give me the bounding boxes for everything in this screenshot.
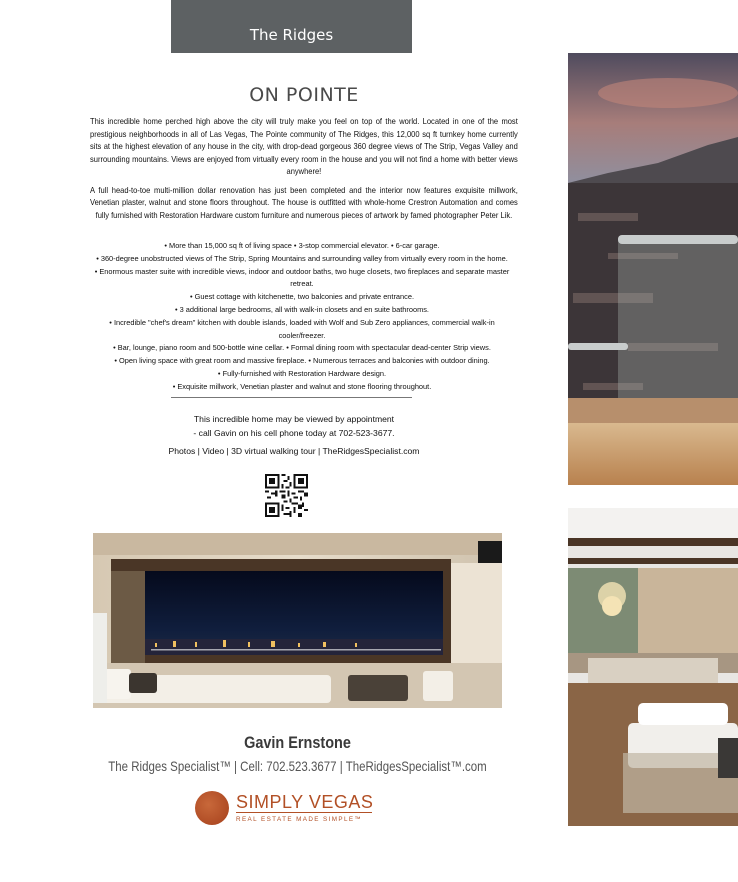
agent-contact-details: The Ridges Specialist™ | Cell: 702.523.3677 | TheRidgesSpecialist™.com <box>108 758 487 774</box>
appointment-line-2: - call Gavin on his cell phone today at 702-523-3677. <box>193 427 395 438</box>
description-paragraph-2: A full head-to-toe multi-million dollar renovation has just been completed and the interior now features exquisite millwork, Venetian plaster, walnut and stone floors throughout. The house is outfitted with whole-home Crestron Automation and comes fully furnished with Restoration Hardware custom furniture and numerous pieces of artwork by famed photographer Peter Lik. <box>90 185 518 220</box>
kitchen-interior-photo <box>568 508 738 826</box>
feature-list <box>88 240 516 394</box>
logo-tagline: REAL ESTATE MADE SIMPLE™ <box>236 816 363 823</box>
logo-rule <box>236 812 372 813</box>
logo-circle-icon <box>195 791 229 825</box>
page-title: ON POINTE <box>249 84 359 106</box>
appointment-line-1: This incredible home may be viewed by appointment <box>193 414 395 424</box>
feature-item: • Bar, lounge, piano room and 500-bottle wine cellar. • Formal dining room with spectacular dead-center Strip views. <box>113 343 491 353</box>
divider <box>171 397 412 398</box>
header-banner <box>171 0 412 53</box>
logo-main-text: SIMPLY VEGAS <box>236 792 374 812</box>
feature-item: • Fully-furnished with Restoration Hardware design. <box>217 368 387 378</box>
living-room-night-view-photo <box>93 533 502 708</box>
feature-item: • Enormous master suite with incredible views, indoor and outdoor baths, two huge closets, two fireplaces and separate master retreat. <box>94 266 510 289</box>
feature-item: • Exquisite millwork, Venetian plaster and walnut and stone flooring throughout. <box>172 381 432 391</box>
banner-title: The Ridges <box>249 25 334 44</box>
balcony-mountain-view-photo <box>568 53 738 485</box>
feature-item: • Open living space with great room and massive fireplace. • Numerous terraces and balconies with outdoor dining. <box>114 356 490 366</box>
description-paragraph-1: This incredible home perched high above the city will truly make you feel on top of the world. Located in one of the most prestigious neighborhoods in all of Las Vegas, The Pointe community of The Ridges, this 12,000 sq ft turnkey home currently sits at the highest elevation of any house in the city, with drop-dead gorgeous 360 degree views of The Strip, Vegas Valley and surrounding mountains. Views are enjoyed from virtually every room in the house and you will not find a home with better views anywhere! <box>90 117 518 176</box>
feature-item: • 360-degree unobstructed views of The Strip, Spring Mountains and surrounding valley from virtually every room in the home. <box>96 253 508 263</box>
brand-logo <box>195 790 385 828</box>
feature-item: • 3 additional large bedrooms, all with walk-in closets and en suite bathrooms. <box>174 304 429 314</box>
agent-name: Gavin Ernstone <box>244 733 351 752</box>
qr-code-icon[interactable] <box>265 474 308 517</box>
feature-item: • More than 15,000 sq ft of living space • 3-stop commercial elevator. • 6-car garage. <box>164 241 440 250</box>
appointment-note <box>150 413 438 440</box>
feature-item: • Guest cottage with kitchenette, two balconies and private entrance. <box>189 292 415 302</box>
feature-item: • Incredible "chef's dream" kitchen with double islands, loaded with Wolf and Sub Zero appliances, commercial walk-in cooler/freezer. <box>109 317 495 340</box>
media-links[interactable]: Photos | Video | 3D virtual walking tour | TheRidgesSpecialist.com <box>168 446 420 456</box>
description <box>90 116 518 228</box>
